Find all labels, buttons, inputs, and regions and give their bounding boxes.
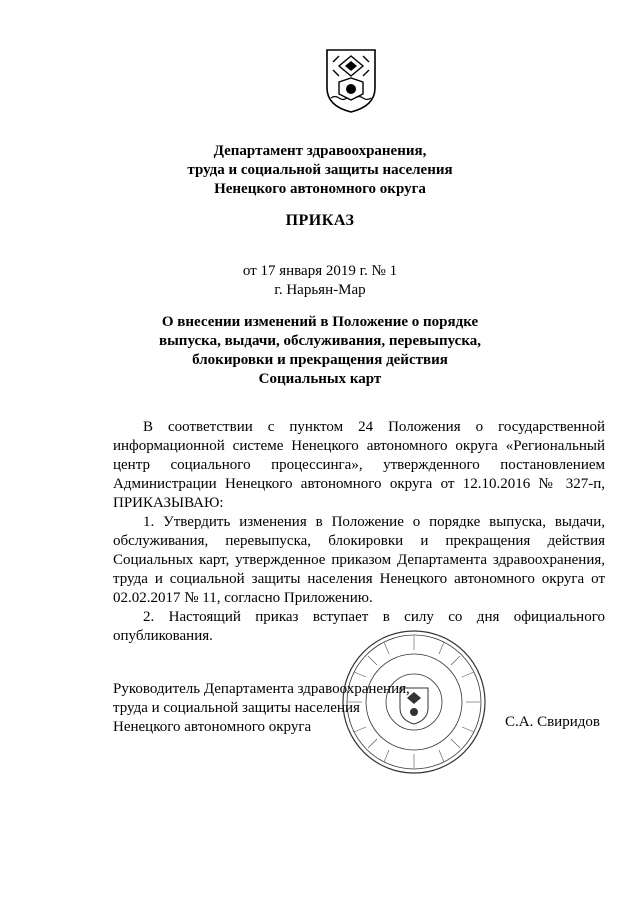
signatory-line-3: Ненецкого автономного округа [113,719,312,735]
header-line-3: Ненецкого автономного округа [214,181,426,197]
signatory-position [113,680,410,737]
body-item-2: 2. Настоящий приказ вступает в силу со дня официального опубликования. [113,609,605,644]
document-body [113,418,605,646]
header-line-2: труда и социальной защиты населения [187,162,453,178]
signatory-name: С.А. Свиридов [505,714,600,730]
document-title: ПРИКАЗ [285,212,355,229]
body-item-1: 1. Утвердить изменения в Положение о порядке выпуска, выдачи, обслуживания, перевыпуска, блокировки и прекращения действия Социальных карт, утвержденное приказом Департамента здравоохранения, труда и социальной защиты населения Ненецкого автономного округа от 02.02.2017 № 11, согласно Приложению. [113,514,605,606]
date-block [0,262,640,300]
body-intro: В соответствии с пунктом 24 Положения о государственной информационной системе Ненецкого автономного округа «Региональный центр социального процессинга», утвержденного постановлением Администрации Ненецкого автономного округа от 12.10.2016 № 327-п, ПРИКАЗЫВАЮ: [113,419,605,511]
subject-line-4: Социальных карт [258,371,382,387]
coat-of-arms-icon [325,48,377,114]
header-line-1: Департамент здравоохранения, [213,143,427,159]
signatory-line-1: Руководитель Департамента здравоохранения, [113,681,410,697]
subject-line-3: блокировки и прекращения действия [192,352,448,368]
document-subject [0,313,640,389]
document-date: от 17 января 2019 г. № 1 [242,263,398,279]
subject-line-1: О внесении изменений в Положение о порядке [161,314,479,330]
department-header [0,142,640,199]
document-place: г. Нарьян-Мар [274,282,366,298]
subject-line-2: выпуска, выдачи, обслуживания, перевыпуска, [159,333,481,349]
signatory-line-2: труда и социальной защиты населения [113,700,360,716]
